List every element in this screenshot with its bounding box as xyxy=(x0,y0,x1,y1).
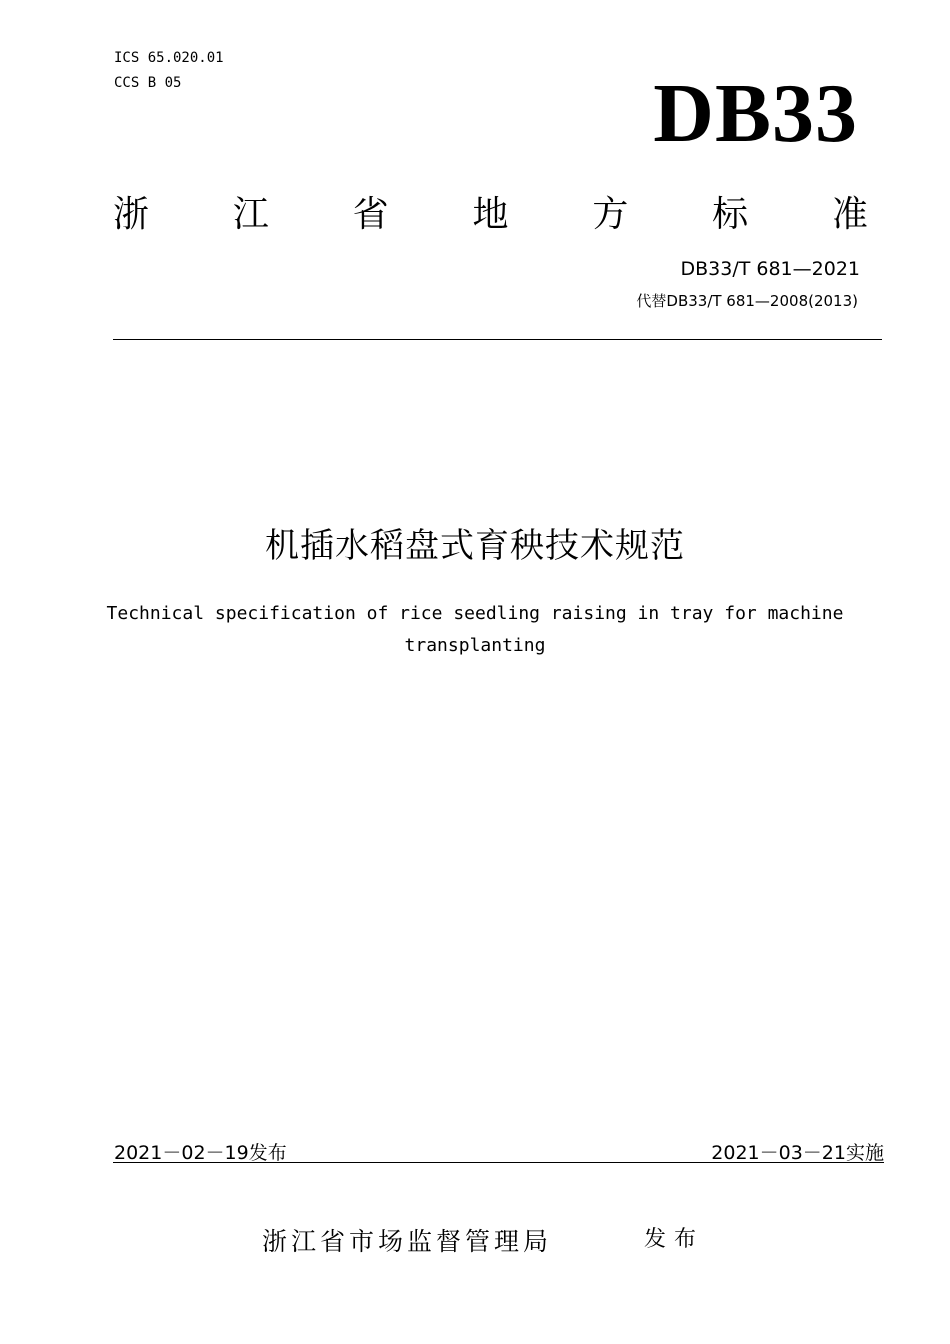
document-title-en xyxy=(80,598,870,662)
standard-type-heading xyxy=(113,186,868,237)
top-divider xyxy=(113,339,882,340)
bottom-divider xyxy=(113,1162,884,1163)
replaced-standard: 代替DB33/T 681—2008(2013) xyxy=(636,292,858,310)
ics-code: ICS 65.020.01 xyxy=(114,50,224,66)
ccs-code: CCS B 05 xyxy=(114,75,182,91)
publish-date: 2021－02－19发布 xyxy=(114,1142,287,1164)
title-en-line-1: Technical specification of rice seedling raising in tray for machine xyxy=(106,603,844,624)
title-en-line-2: transplanting xyxy=(404,635,546,656)
implementation-date: 2021－03－21实施 xyxy=(711,1142,884,1164)
standard-code-logo: DB33 xyxy=(653,67,858,160)
standard-type-char: 准 xyxy=(831,194,868,235)
document-title-zh: 机插水稻盘式育秧技术规范 xyxy=(265,526,685,566)
standard-type-char: 江 xyxy=(232,194,269,235)
standard-number: DB33/T 681—2021 xyxy=(680,258,860,280)
standard-type-char: 浙 xyxy=(113,194,150,235)
issue-label: 发布 xyxy=(644,1227,705,1252)
standard-type-char: 省 xyxy=(352,194,389,235)
standard-type-char: 方 xyxy=(592,194,629,235)
issuing-authority: 浙江省市场监督管理局 xyxy=(262,1227,553,1256)
standard-type-char: 标 xyxy=(712,194,749,235)
standard-type-char: 地 xyxy=(472,194,509,235)
